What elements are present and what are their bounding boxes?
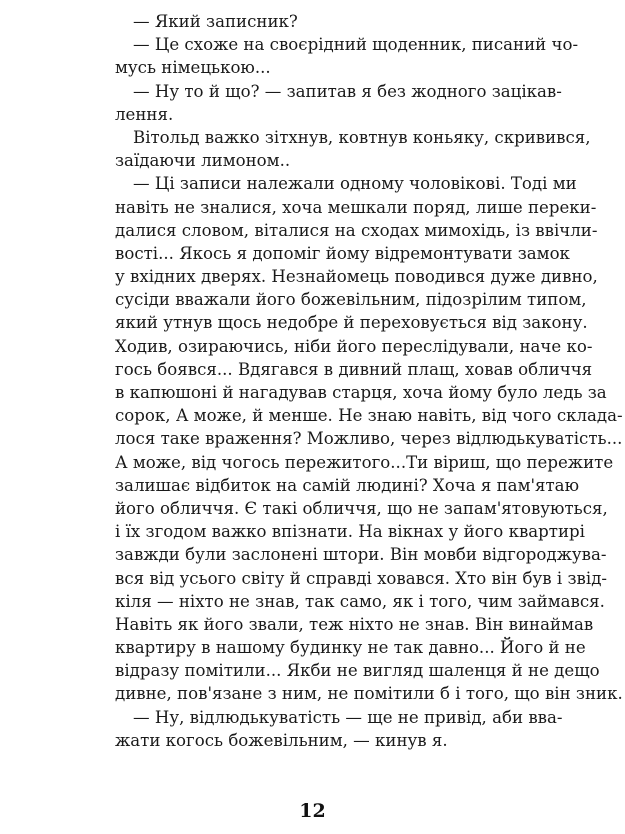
text-line: Вітольд важко зітхнув, ковтнув коньяку, скривився,	[133, 127, 591, 147]
text-line: сорок, А може, й менше. Не знаю навіть, від чого склада-	[115, 406, 623, 426]
text-line: гось боявся... Вдягався в дивний плащ, ховав обличчя	[115, 359, 593, 379]
text-line: відразу помітили... Якби не вигляд шаленця й не дещо	[115, 661, 600, 681]
text-line: далися словом, віталися на сходах мимохідь, із ввічли-	[115, 220, 598, 240]
text-line: кіля — ніхто не знав, так само, як і того, чим займався.	[115, 591, 605, 611]
text-line: у вхідних дверях. Незнайомець поводився дуже дивно,	[115, 267, 598, 287]
text-line: — Ну то й що? — запитав я без жодного зацікав-	[133, 81, 562, 101]
text-line: мусь німецькою...	[115, 58, 271, 78]
text-line: А може, від чогось пережитого...Ти віриш, що пережите	[115, 452, 614, 472]
text-line: завжди були заслонені штори. Він мовби відгороджува-	[115, 545, 607, 565]
text-line: Навіть як його звали, теж ніхто не знав. Він винаймав	[115, 614, 594, 634]
text-line: і їх згодом важко впізнати. На вікнах у його квартирі	[115, 522, 585, 542]
text-line: — Ну, відлюдькуватість — ще не привід, аби вва-	[133, 707, 563, 727]
text-line: заїдаючи лимоном..	[115, 151, 291, 171]
text-line: залишає відбиток на самій людині? Хоча я пам'ятаю	[115, 475, 580, 495]
text-line: — Який записник?	[133, 12, 298, 31]
text-line: який утнув щось недобре й переховується від закону.	[115, 313, 588, 333]
text-line: сусіди вважали його божевільним, підозрілим типом,	[115, 290, 587, 310]
text-line: дивне, пов'язане з ним, не помітили б і того, що він зник.	[115, 684, 623, 704]
text-line: квартиру в нашому будинку не так давно... Його й не	[115, 638, 586, 658]
text-line: навіть не зналися, хоча мешкали поряд, лише переки-	[115, 197, 597, 217]
text-line: Ходив, озираючись, ніби його переслідували, наче ко-	[115, 336, 593, 356]
text-line: жати когось божевільним, — кинув я.	[115, 730, 448, 750]
text-line: — Це схоже на своєрідний щоденник, писаний чо-	[133, 35, 579, 55]
text-line: вості... Якось я допоміг йому відремонтувати замок	[115, 243, 570, 263]
text-line: лося таке враження? Можливо, через відлюдькуватість...	[115, 429, 623, 449]
text-line: в капюшоні й нагадував старця, хоча йому було ледь за	[115, 383, 607, 402]
text-line: вся від усього світу й справді ховався. Хто він був і звід-	[115, 568, 608, 588]
page-number: 12	[299, 800, 326, 822]
text-line: — Ці записи належали одному чоловікові. Тоді ми	[133, 174, 577, 194]
text-line: його обличчя. Є такі обличчя, що не запам'ятовуються,	[115, 498, 608, 518]
text-line: лення.	[115, 104, 174, 124]
book-page-text	[115, 10, 623, 752]
